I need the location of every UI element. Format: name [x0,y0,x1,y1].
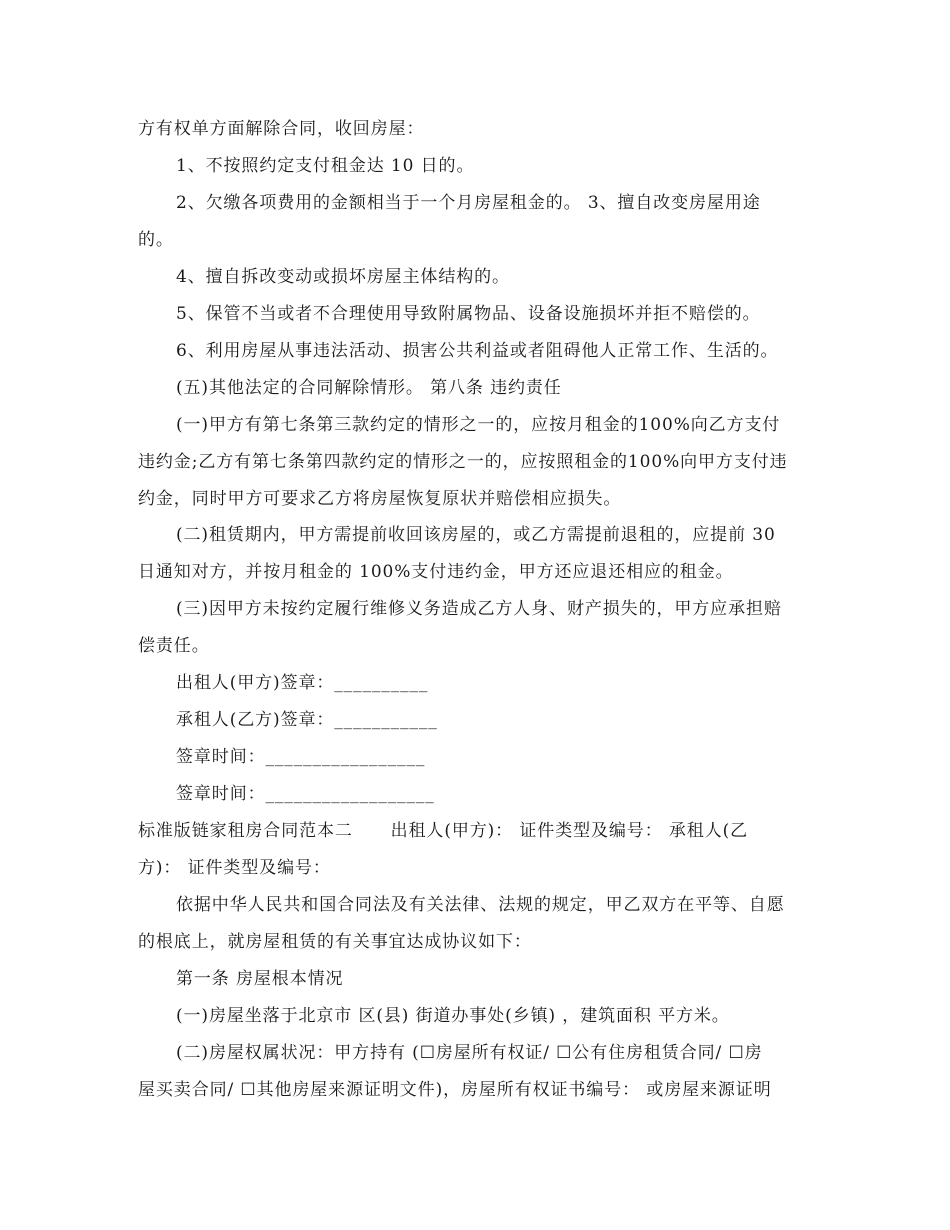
signature-date-line: 签章时间：__________________ [176,784,435,804]
paragraph-line: 方)： 证件类型及编号： [138,858,331,878]
paragraph-line: (二)房屋权属状况：甲方持有 (☐房屋所有权证/ ☐公有住房租赁合同/ ☐房 [176,1043,763,1063]
article-heading: 第一条 房屋根本情况 [176,969,344,989]
paragraph-line: 的。 [138,230,174,250]
paragraph-line: 违约金;乙方有第七条第四款约定的情形之一的，应按照租金的100%向甲方支付违 [138,452,788,472]
paragraph-line: 方有权单方面解除合同，收回房屋： [138,119,425,139]
signature-date-line: 签章时间：_________________ [176,747,426,767]
section-title-line: 标准版链家租房合同范本二 出租人(甲方)： 证件类型及编号： 承租人(乙 [138,821,749,841]
paragraph-line: 的根底上，就房屋租赁的有关事宜达成协议如下： [138,932,532,952]
signature-line-lessee: 承租人(乙方)签章：___________ [176,710,438,730]
paragraph-line: (三)因甲方未按约定履行维修义务造成乙方人身、财产损失的，甲方应承担赔 [176,599,782,619]
paragraph-line: (二)租赁期内，甲方需提前收回该房屋的，或乙方需提前退租的，应提前 30 [176,525,776,545]
paragraph-line: 1、不按照约定支付租金达 10 日的。 [176,156,475,176]
paragraph-line: 屋买卖合同/ ☐其他房屋来源证明文件)，房屋所有权证书编号： 或房屋来源证明 [138,1080,772,1100]
paragraph-line: (五)其他法定的合同解除情形。 第八条 违约责任 [176,378,562,398]
paragraph-line: 偿责任。 [138,636,210,656]
paragraph-line: 依据中华人民共和国合同法及有关法律、法规的规定，甲乙双方在平等、自愿 [176,895,785,915]
paragraph-line: 4、擅自拆改变动或损坏房屋主体结构的。 [176,267,510,287]
paragraph-line: 6、利用房屋从事违法活动、损害公共利益或者阻碍他人正常工作、生活的。 [176,341,779,361]
paragraph-line: (一)甲方有第七条第三款约定的情形之一的，应按月租金的100%向乙方支付 [176,415,781,435]
paragraph-line: 5、保管不当或者不合理使用导致附属物品、设备设施损坏并拒不赔偿的。 [176,304,761,324]
paragraph-line: 日通知对方，并按月租金的 100%支付违约金，甲方还应退还相应的租金。 [138,562,734,582]
paragraph-line: 约金，同时甲方可要求乙方将房屋恢复原状并赔偿相应损失。 [138,489,622,509]
signature-line-lessor: 出租人(甲方)签章：__________ [176,673,429,693]
paragraph-line: 2、欠缴各项费用的金额相当于一个月房屋租金的。 3、擅自改变房屋用途 [176,193,761,213]
paragraph-line: (一)房屋坐落于北京市 区(县) 街道办事处(乡镇) ，建筑面积 平方米。 [176,1006,730,1026]
